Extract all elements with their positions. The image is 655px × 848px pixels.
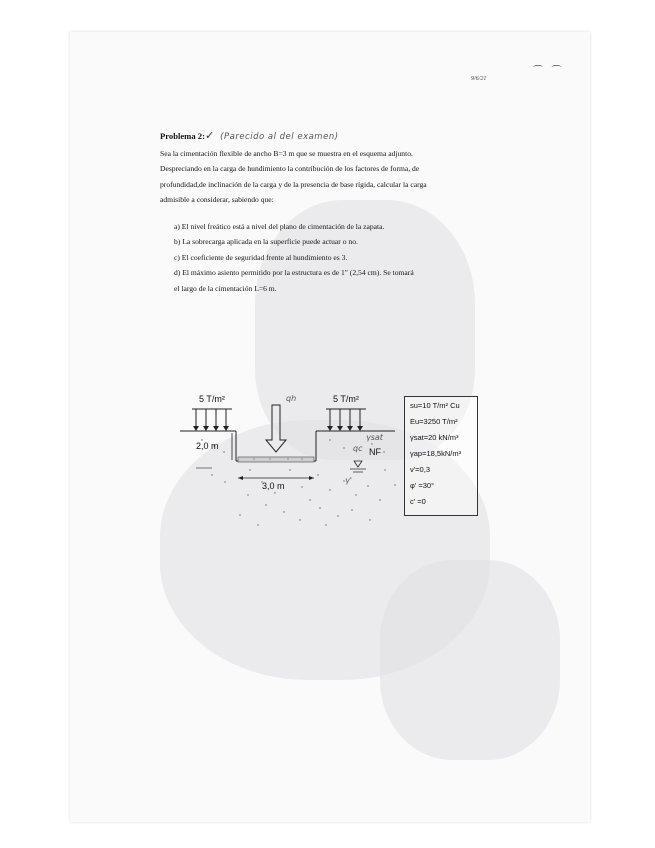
handwritten-note: (Parecido al del examen) <box>220 132 339 142</box>
left-arrowheads <box>193 426 229 431</box>
intro-line: profundidad,de inclinación de la carga y de la presencia de base rígida, calcular la carga <box>160 179 427 189</box>
soil-properties-box <box>404 396 478 516</box>
central-load-label: qh <box>286 394 297 403</box>
water-table-icon <box>354 461 362 467</box>
left-load-label: 5 T/m² <box>199 394 225 404</box>
condition-item: d) El máximo asiento permitido por la estructura es de 1" (2,54 cm). Se tomará <box>174 268 414 277</box>
width-arrow-right <box>309 476 314 480</box>
property-eu: Eu=3250 T/m² <box>410 417 458 426</box>
width-label: 3,0 m <box>262 481 285 491</box>
property-gamma-ap: γap=18,5kN/m³ <box>410 449 462 458</box>
property-phi: φ' =30° <box>410 481 435 490</box>
checkmark-icon: ✓ <box>204 130 215 142</box>
depth-label: 2,0 m <box>196 441 219 451</box>
right-load-label: 5 T/m² <box>333 394 359 404</box>
corner-mark: ⌒ ⌒ <box>533 66 565 77</box>
water-table-label: NF <box>369 447 381 457</box>
problem-title: Problema 2: <box>160 131 205 141</box>
handwritten-date: 9/6/21 <box>471 76 487 82</box>
intro-line: Sea la cimentación flexible de ancho B=3 m que se muestra en el esquema adjunto. <box>160 148 413 158</box>
property-su: su=10 T/m² Cu <box>410 401 460 410</box>
property-poisson: ν'=0,3 <box>410 465 430 474</box>
condition-item: b) La sobrecarga aplicada en la superficie puede actuar o no. <box>174 237 358 246</box>
property-cohesion: c' =0 <box>410 497 426 506</box>
central-load-arrow <box>266 405 286 452</box>
right-arrowheads <box>327 426 363 431</box>
handwritten-gamma-prime: γ' <box>345 476 352 485</box>
handwritten-gamma-sat: γsat <box>366 433 383 442</box>
intro-line: Despreciando en la carga de hundimiento la contribución de los factores de forma, de <box>160 164 420 173</box>
intro-line: admisible a considerar, sabiendo que: <box>160 195 274 204</box>
footing <box>238 457 314 462</box>
condition-item: c) El coeficiente de seguridad frente al hundimiento es 3. <box>174 252 348 262</box>
condition-item: el largo de la cimentación L=6 m. <box>174 283 277 293</box>
property-gamma-sat: γsat=20 kN/m³ <box>410 433 459 442</box>
handwritten-qc: qc <box>353 444 363 453</box>
width-arrow-left <box>238 476 243 480</box>
soil-stipple <box>201 439 395 525</box>
condition-item: a) El nivel freático está a nivel del plano de cimentación de la zapata. <box>174 221 385 231</box>
